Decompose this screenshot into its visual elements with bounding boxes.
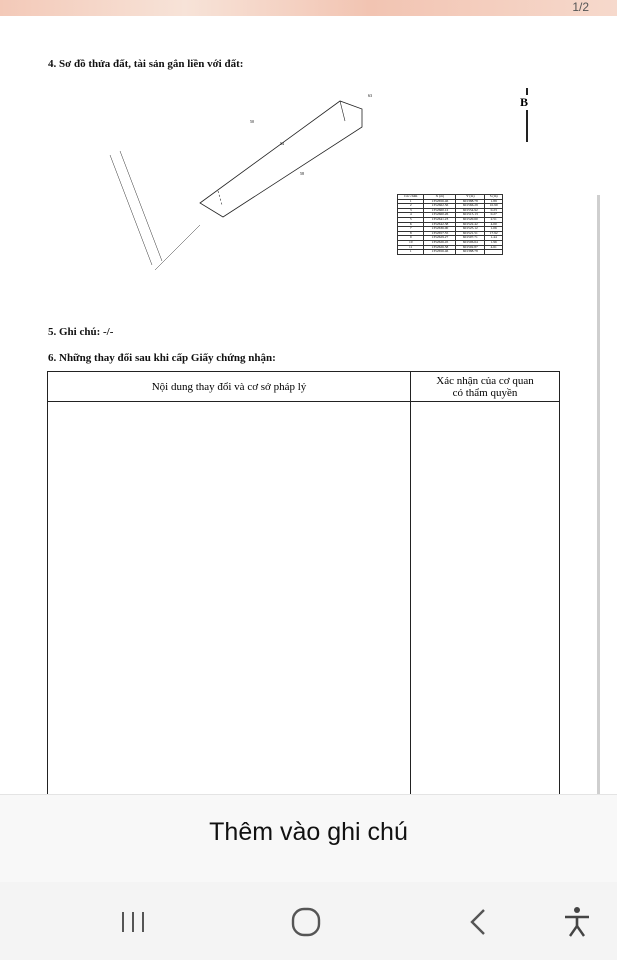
- coord-cell: 0.27: [485, 213, 503, 218]
- coord-row: [398, 250, 503, 255]
- accessibility-icon[interactable]: [555, 900, 599, 944]
- coord-cell: 1352626.58: [424, 245, 456, 250]
- document-top-strip: [0, 0, 617, 16]
- parcel-outline: [200, 101, 362, 217]
- system-navbar: [0, 882, 617, 960]
- svg-text:63: 63: [368, 93, 372, 98]
- coord-cell: 601520.60: [456, 217, 485, 222]
- coord-cell: 1352662.56: [424, 204, 456, 209]
- coord-cell: 1352656.46: [424, 250, 456, 255]
- coord-cell: 7: [398, 227, 424, 232]
- coord-cell: 601506.64: [456, 240, 485, 245]
- page-indicator: 1/2: [572, 0, 589, 14]
- coord-cell: 2: [398, 204, 424, 209]
- coord-cell: 1352642.38: [424, 222, 456, 227]
- coord-cell: 0.23: [485, 208, 503, 213]
- coord-cell: 6: [398, 222, 424, 227]
- coord-cell: 601566.29: [456, 204, 485, 209]
- changes-table: [47, 371, 560, 801]
- coord-cell: 1352657.55: [424, 231, 456, 236]
- coord-cell: 601554.92: [456, 208, 485, 213]
- section-4-title: 4. Sơ đồ thửa đất, tài sản gắn liền với đất:: [48, 58, 244, 70]
- scrollbar[interactable]: [597, 195, 600, 795]
- coord-cell: 4.61: [485, 245, 503, 250]
- coordinate-table: [397, 194, 503, 255]
- coord-header: X (m): [424, 195, 456, 200]
- svg-text:58: 58: [300, 171, 304, 176]
- col2-header-line2: có thẩm quyền: [452, 386, 518, 399]
- coord-cell: [485, 250, 503, 255]
- coord-cell: 1352629.27: [424, 236, 456, 241]
- coord-cell: 601507.71: [456, 236, 485, 241]
- coord-cell: 2.51: [485, 217, 503, 222]
- coord-header: Các chỉm: [398, 195, 424, 200]
- add-note-button[interactable]: Thêm vào ghi chú: [209, 818, 408, 846]
- coord-cell: 1: [398, 199, 424, 204]
- section-5-title: 5. Ghi chú: -/-: [48, 326, 114, 338]
- home-icon[interactable]: [284, 900, 328, 944]
- coord-cell: 601515.13: [456, 213, 485, 218]
- coord-cell: 601502.87: [456, 245, 485, 250]
- col2-header-line1: Xác nhận của cơ quan: [436, 374, 534, 387]
- back-icon[interactable]: [456, 900, 500, 944]
- coord-cell: 8: [398, 231, 424, 236]
- coord-cell: 601525.12: [456, 227, 485, 232]
- coord-header: S (m): [485, 195, 503, 200]
- coord-cell: 10: [398, 240, 424, 245]
- coord-cell: 601388.78: [456, 250, 485, 255]
- coord-cell: 3: [398, 208, 424, 213]
- changes-col2-body: [411, 402, 560, 801]
- coord-cell: 4: [398, 213, 424, 218]
- coord-cell: 1352636.00: [424, 227, 456, 232]
- coord-cell: 601522.42: [456, 222, 485, 227]
- coord-header: Y (m): [456, 195, 485, 200]
- recent-apps-icon[interactable]: [111, 900, 155, 944]
- coord-cell: 601388.78: [456, 199, 485, 204]
- coord-cell: 1352660.26: [424, 213, 456, 218]
- plot-number: 54: [280, 141, 284, 146]
- coord-cell: 1.06: [485, 227, 503, 232]
- north-label: B: [520, 95, 529, 109]
- action-bar: [0, 794, 617, 883]
- coord-cell: 601521.51: [456, 231, 485, 236]
- north-arrow: [520, 88, 534, 142]
- coord-cell: 4.00: [485, 222, 503, 227]
- section-6-title: 6. Những thay đổi sau khi cấp Giấy chứng nhận:: [48, 352, 276, 364]
- coord-cell: 5: [398, 217, 424, 222]
- coord-cell: 1.96: [485, 240, 503, 245]
- coord-cell: 9: [398, 236, 424, 241]
- changes-col1-header: Nội dung thay đổi và cơ sở pháp lý: [48, 372, 411, 402]
- coord-cell: 1352660.12: [424, 208, 456, 213]
- coord-cell: 10.99: [485, 204, 503, 209]
- coord-cell: 1.44: [485, 236, 503, 241]
- coord-cell: 1: [398, 250, 424, 255]
- coord-cell: 17.92: [485, 231, 503, 236]
- coord-cell: 1.89: [485, 199, 503, 204]
- land-parcel-diagram: [100, 85, 380, 285]
- coord-cell: 1352656.46: [424, 199, 456, 204]
- coord-cell: 11: [398, 245, 424, 250]
- changes-col1-body: [48, 402, 411, 801]
- svg-text:50: 50: [250, 119, 254, 124]
- coord-cell: 1352626.45: [424, 240, 456, 245]
- coord-cell: 1352641.23: [424, 217, 456, 222]
- changes-col2-header: [411, 372, 560, 402]
